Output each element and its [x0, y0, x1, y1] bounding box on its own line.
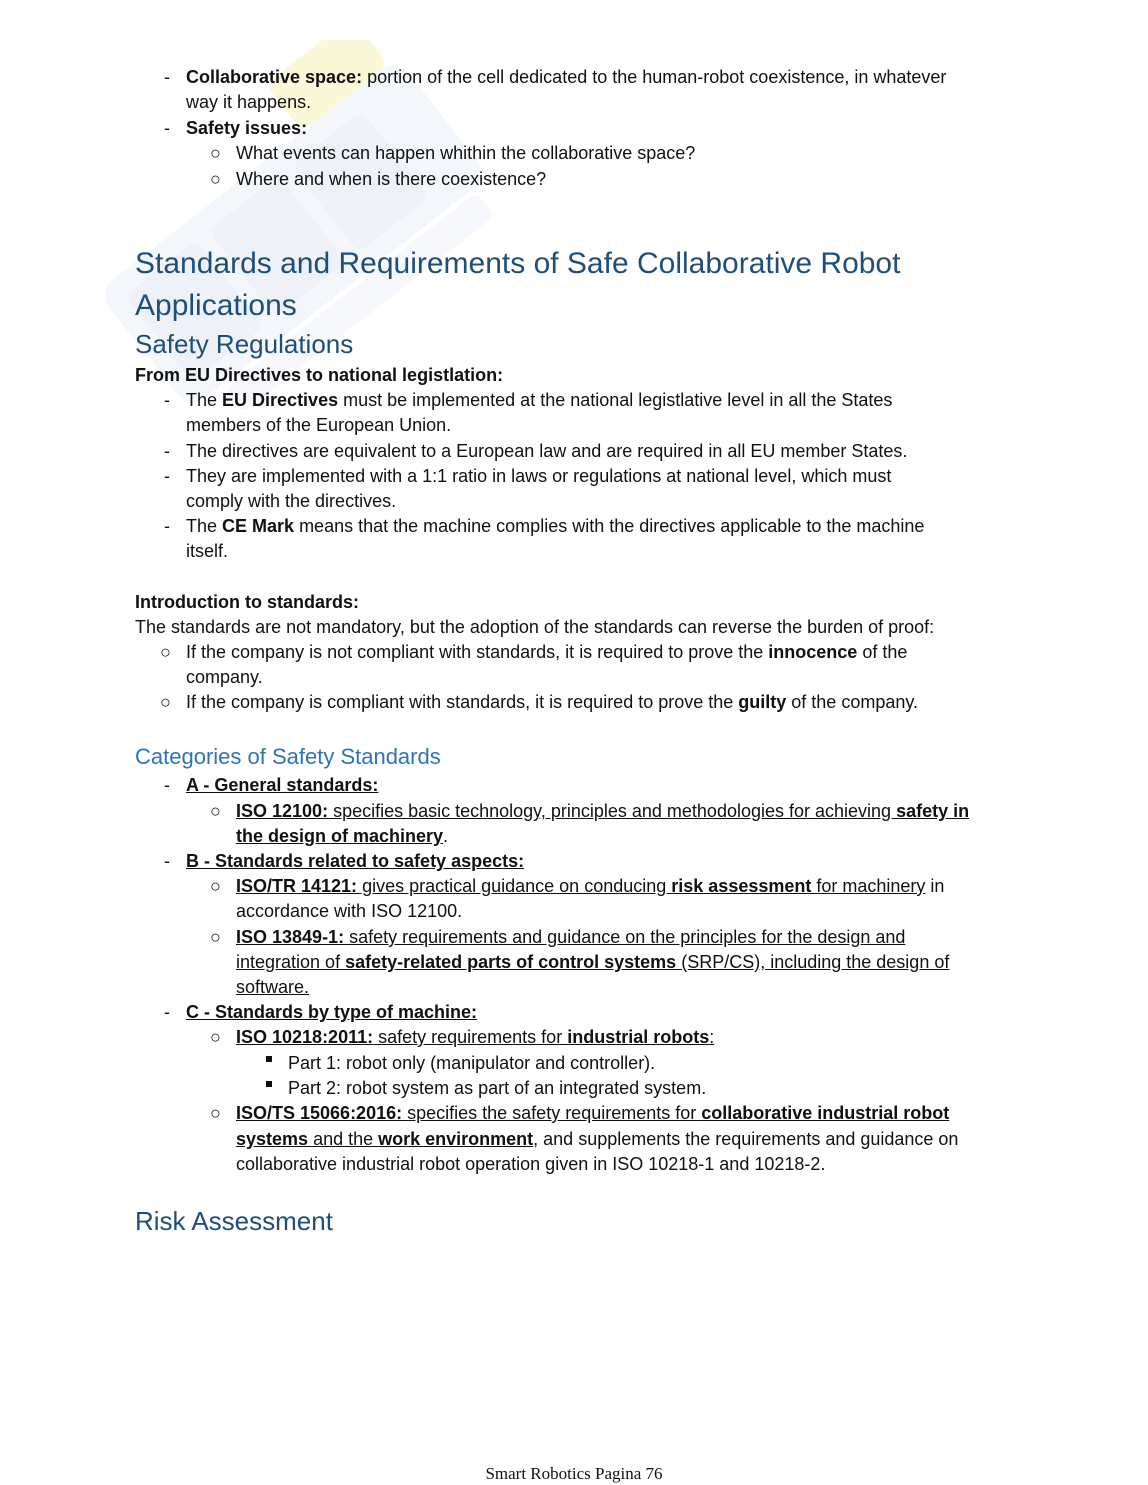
category-c-label: C - Standards by type of machine: [186, 1002, 478, 1022]
circle-bullet: ○ [210, 143, 221, 163]
dash-bullet: - [164, 1002, 170, 1022]
circle-bullet: ○ [210, 1027, 221, 1047]
list-item-continuation: systems and the work environment, and supplements the requirements and guidance on [236, 1129, 959, 1149]
heading-risk-assessment: Risk Assessment [135, 1206, 333, 1236]
square-bullet-icon [266, 1081, 272, 1087]
square-bullet-icon [266, 1056, 272, 1062]
list-item-continuation: members of the European Union. [186, 415, 452, 435]
heading-categories: Categories of Safety Standards [135, 744, 441, 769]
circle-bullet: ○ [210, 1103, 221, 1123]
list-item: If the company is not compliant with standards, it is required to prove the innocence of the [186, 642, 908, 662]
list-item: The directives are equivalent to a European law and are required in all EU member States. [186, 441, 908, 461]
list-item: If the company is compliant with standards, it is required to prove the guilty of the company. [186, 692, 919, 712]
page-footer: Smart Robotics Pagina 76 [485, 1464, 663, 1483]
list-item-continuation: way it happens. [186, 92, 312, 112]
dash-bullet: - [164, 851, 170, 871]
standard-iso-13849: ISO 13849-1: safety requirements and guidance on the principles for the design and [236, 927, 906, 947]
lead-text: From EU Directives to national legistlation: [135, 365, 504, 385]
circle-bullet: ○ [210, 801, 221, 821]
list-item: The EU Directives must be implemented at the national legistlative level in all the States [186, 390, 893, 410]
list-item-continuation: integration of safety-related parts of control systems (SRP/CS), including the design of [236, 952, 950, 972]
circle-bullet: ○ [210, 876, 221, 896]
standard-iso-ts-15066: ISO/TS 15066:2016: specifies the safety requirements for collaborative industrial robot [236, 1103, 950, 1123]
sub-sub-item: Part 1: robot only (manipulator and controller). [288, 1053, 656, 1073]
circle-bullet: ○ [160, 642, 171, 662]
dash-bullet: - [164, 118, 170, 138]
list-item-continuation: accordance with ISO 12100. [236, 901, 463, 921]
section-title-line2: Applications [135, 289, 297, 322]
intro-text: The standards are not mandatory, but the adoption of the standards can reverse the burden of proof: [135, 617, 935, 637]
list-item-continuation: company. [186, 667, 263, 687]
standard-iso-12100: ISO 12100: specifies basic technology, principles and methodologies for achieving safety in [236, 801, 970, 821]
circle-bullet: ○ [210, 169, 221, 189]
category-b-label: B - Standards related to safety aspects: [186, 851, 525, 871]
list-item: The CE Mark means that the machine complies with the directives applicable to the machine [186, 516, 925, 536]
list-item: They are implemented with a 1:1 ratio in laws or regulations at national level, which must [186, 466, 892, 486]
list-item-continuation: collaborative industrial robot operation given in ISO 10218-1 and 10218-2. [236, 1154, 826, 1174]
list-item-collaborative-space: Collaborative space: portion of the cell dedicated to the human-robot coexistence, in whatever [186, 67, 947, 87]
dash-bullet: - [164, 516, 170, 536]
sub-item: Where and when is there coexistence? [236, 169, 547, 189]
dash-bullet: - [164, 441, 170, 461]
list-item-safety-issues: Safety issues: [186, 118, 308, 138]
category-a-label: A - General standards: [186, 775, 379, 795]
list-item-continuation: the design of machinery. [236, 826, 449, 846]
standard-iso-10218: ISO 10218:2011: safety requirements for industrial robots: [236, 1027, 715, 1047]
section-title-line1: Standards and Requirements of Safe Collaborative Robot [135, 247, 901, 280]
list-item-continuation: software. [236, 977, 310, 997]
sub-sub-item: Part 2: robot system as part of an integrated system. [288, 1078, 707, 1098]
dash-bullet: - [164, 67, 170, 87]
sub-item: What events can happen whithin the collaborative space? [236, 143, 696, 163]
dash-bullet: - [164, 775, 170, 795]
list-item-continuation: itself. [186, 541, 229, 561]
circle-bullet: ○ [160, 692, 171, 712]
circle-bullet: ○ [210, 927, 221, 947]
list-item-continuation: comply with the directives. [186, 491, 397, 511]
intro-heading: Introduction to standards: [135, 592, 359, 612]
dash-bullet: - [164, 390, 170, 410]
standard-iso-tr-14121: ISO/TR 14121: gives practical guidance on conducing risk assessment for machinery in [236, 876, 945, 896]
heading-safety-regulations: Safety Regulations [135, 329, 354, 359]
dash-bullet: - [164, 466, 170, 486]
